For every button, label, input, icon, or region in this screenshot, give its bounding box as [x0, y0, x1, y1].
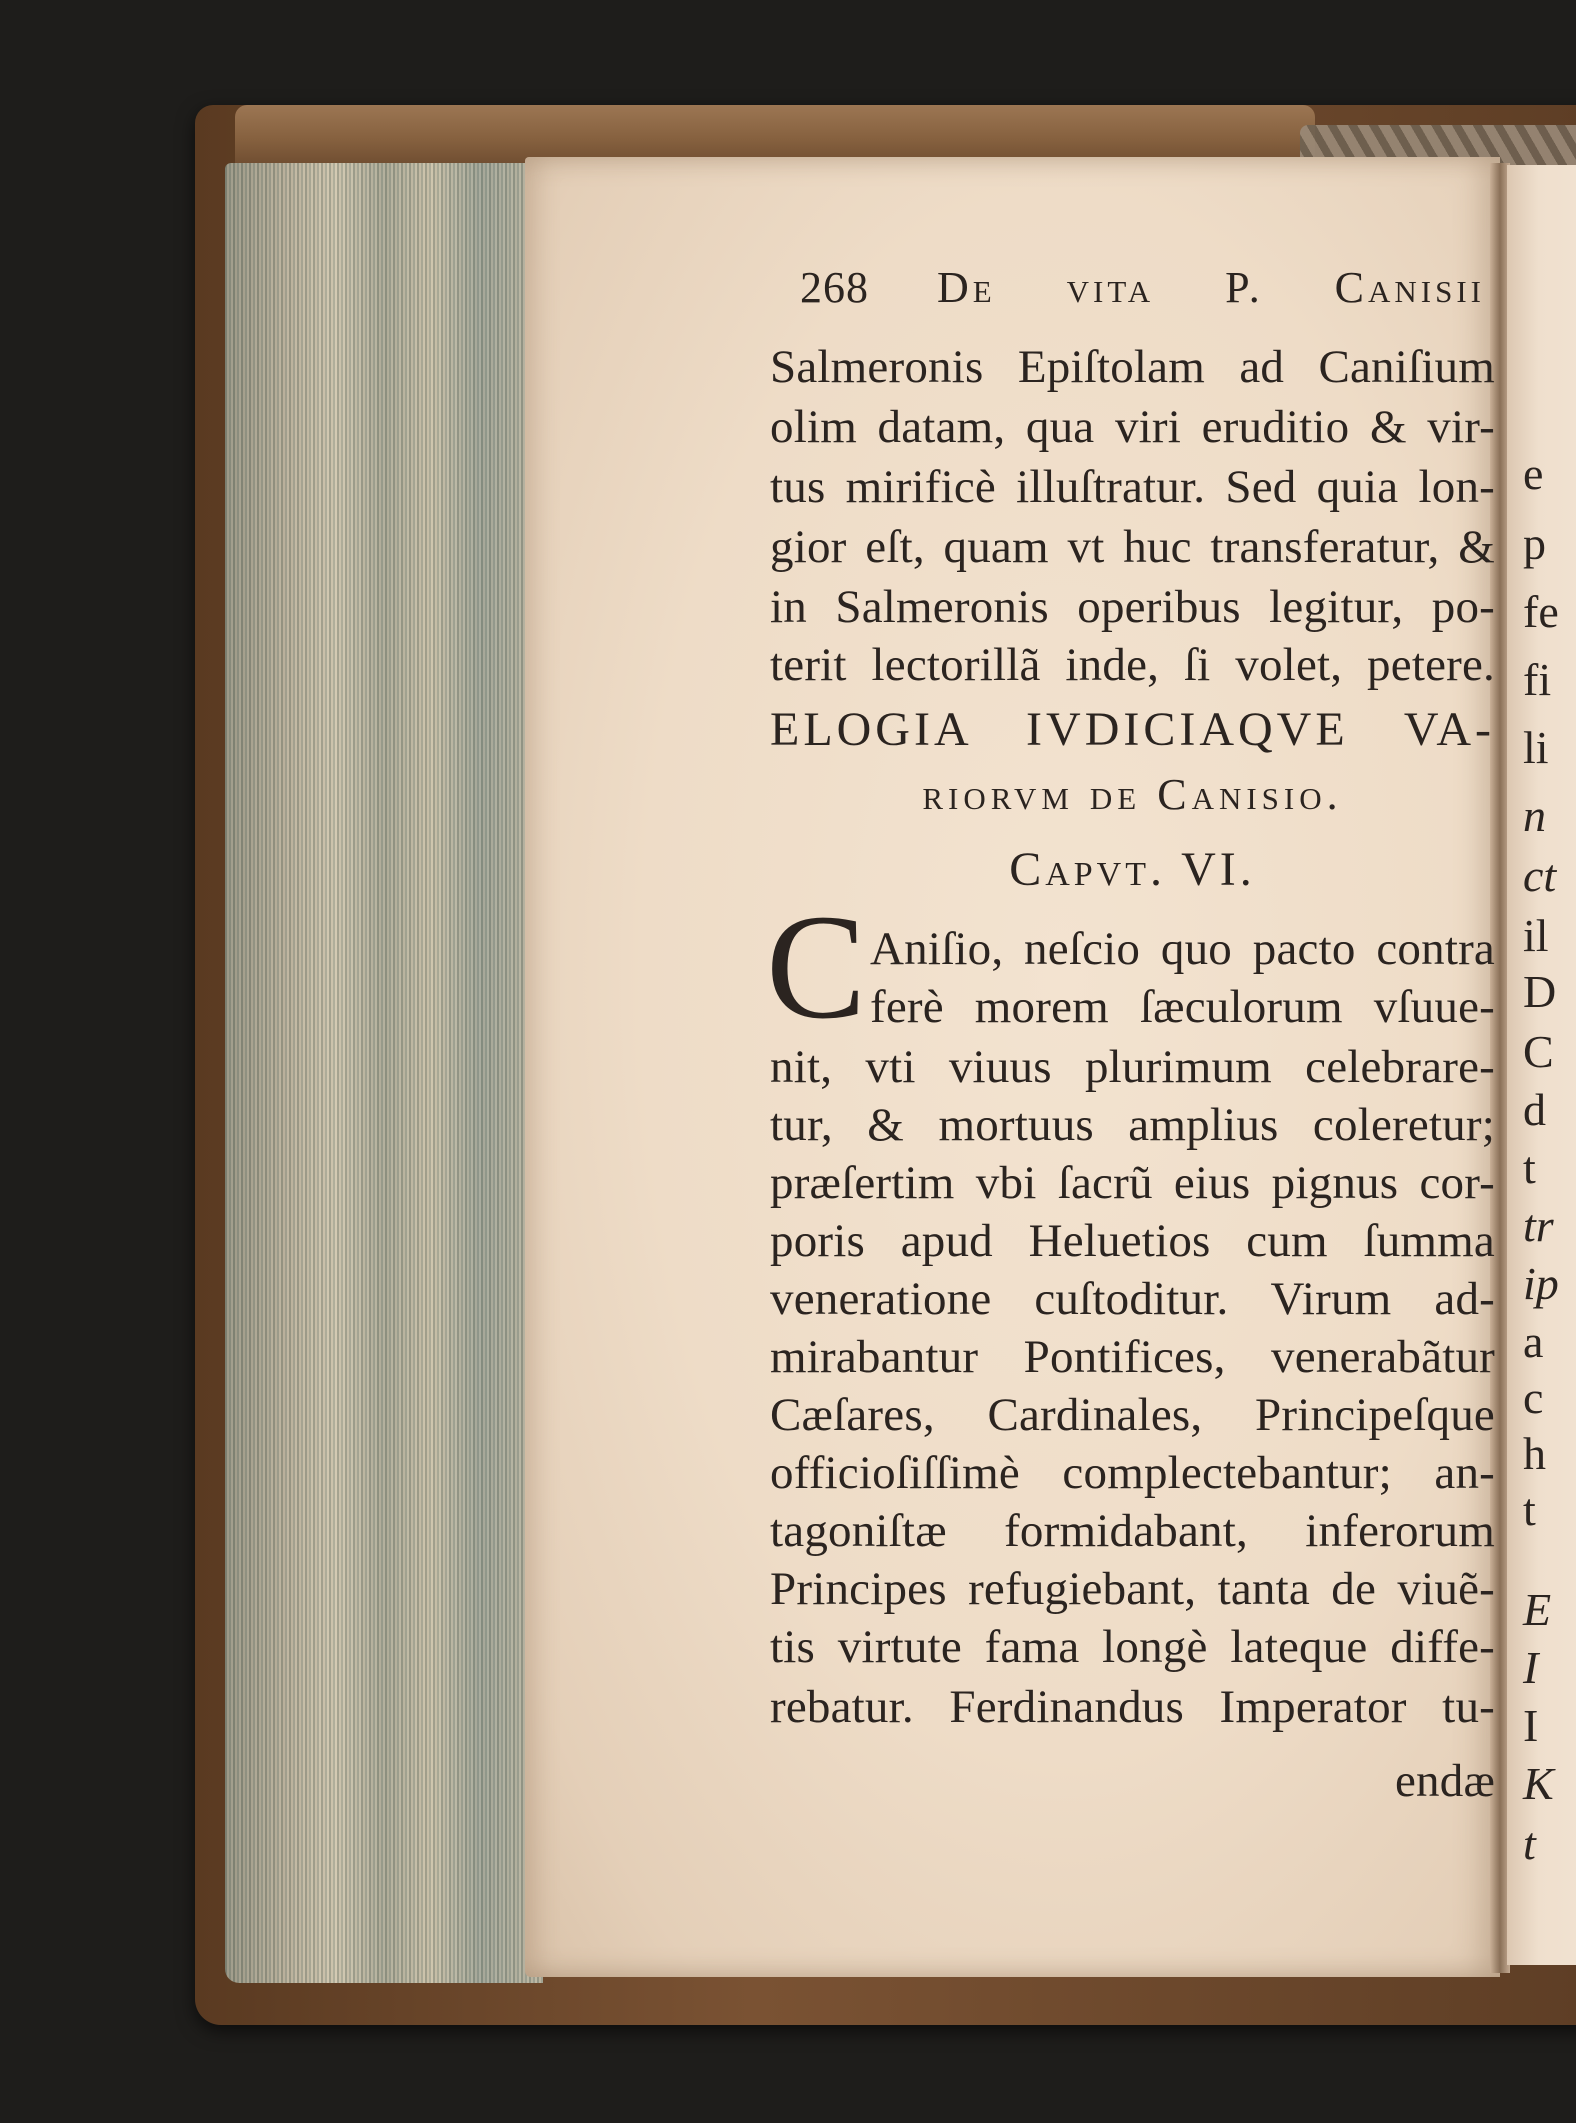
text-line: officioſiſſimè complectebantur; an-: [770, 1447, 1495, 1499]
right-page-fragment: il: [1523, 910, 1549, 961]
right-page-fragment: h: [1523, 1428, 1546, 1479]
text-line: poris apud Heluetios cum ſumma: [770, 1215, 1495, 1267]
text-line: rebatur. Ferdinandus Imperator tu-: [770, 1681, 1495, 1733]
drop-cap: C: [766, 884, 867, 1050]
text-line: veneratione cuſtoditur. Virum ad-: [770, 1273, 1495, 1325]
text-line: nit, vti viuus plurimum celebrare-: [770, 1041, 1495, 1093]
right-page-fragment: t: [1523, 1818, 1536, 1869]
right-page-fragment: I: [1523, 1642, 1539, 1693]
right-page-fragment: E: [1523, 1584, 1552, 1635]
right-page-fragment: ip: [1523, 1258, 1559, 1309]
text-line: tus mirificè illuſtratur. Sed quia lon-: [770, 461, 1495, 513]
right-page-fragment: a: [1523, 1316, 1544, 1367]
text-line: Cæſares, Cardinales, Principeſque: [770, 1389, 1495, 1441]
text-line: præſertim vbi ſacrũ eius pignus cor-: [770, 1157, 1495, 1209]
text-line: in Salmeronis operibus legitur, po-: [770, 581, 1495, 633]
text-line: tis virtute fama longè lateque diffe-: [770, 1621, 1495, 1673]
right-page-fragment: t: [1523, 1142, 1536, 1193]
text-line: olim datam, qua viri eruditio & vir-: [770, 401, 1495, 453]
text-line: Aniſio, neſcio quo pacto contra: [870, 923, 1495, 975]
running-head: [800, 262, 1485, 313]
right-page-fragment: p: [1523, 518, 1546, 569]
running-title: De vita P. Canisii: [936, 263, 1485, 312]
right-page-fragment: n: [1523, 790, 1546, 841]
right-page-fragment: fe: [1523, 586, 1559, 637]
text-line: mirabantur Pontifices, venerabãtur: [770, 1331, 1495, 1383]
right-page-fragment: d: [1523, 1084, 1546, 1135]
chapter-title: Capvt. VI.: [1009, 843, 1256, 896]
text-line: terit lectorillã inde, ſi volet, petere.: [770, 639, 1495, 691]
section-heading-continued: riorvm de Canisio.: [922, 770, 1343, 819]
page-edges: [225, 163, 543, 1983]
right-page-fragment: D: [1523, 966, 1557, 1017]
text-line: ferè morem ſæculorum vſuue-: [870, 981, 1495, 1033]
section-heading: ELOGIA IVDICIAQVE VA-: [770, 703, 1495, 756]
right-page-fragment: I: [1523, 1700, 1539, 1751]
right-page: [1507, 165, 1576, 1965]
right-page-fragment: tr: [1523, 1200, 1554, 1251]
text-line: tagoniſtæ formidabant, inferorum: [770, 1505, 1495, 1557]
catchword: endæ: [1394, 1755, 1495, 1807]
text-line: Principes refugiebant, tanta de viuẽ-: [770, 1563, 1495, 1615]
right-page-fragment: t: [1523, 1484, 1536, 1535]
right-page-fragment: C: [1523, 1026, 1554, 1077]
right-page-fragment: e: [1523, 448, 1544, 499]
right-page-fragment: li: [1523, 722, 1549, 773]
right-page-fragment: c: [1523, 1372, 1544, 1423]
page-number: 268: [800, 263, 869, 312]
text-line: Salmeronis Epiſtolam ad Caniſium: [770, 341, 1495, 393]
right-page-fragment: K: [1523, 1758, 1554, 1809]
text-line: tur, & mortuus amplius coleretur;: [770, 1099, 1495, 1151]
right-page-fragment: fi: [1523, 654, 1552, 705]
right-page-fragment: ct: [1523, 850, 1557, 901]
text-line: gior eſt, quam vt huc transferatur, &: [770, 521, 1495, 573]
